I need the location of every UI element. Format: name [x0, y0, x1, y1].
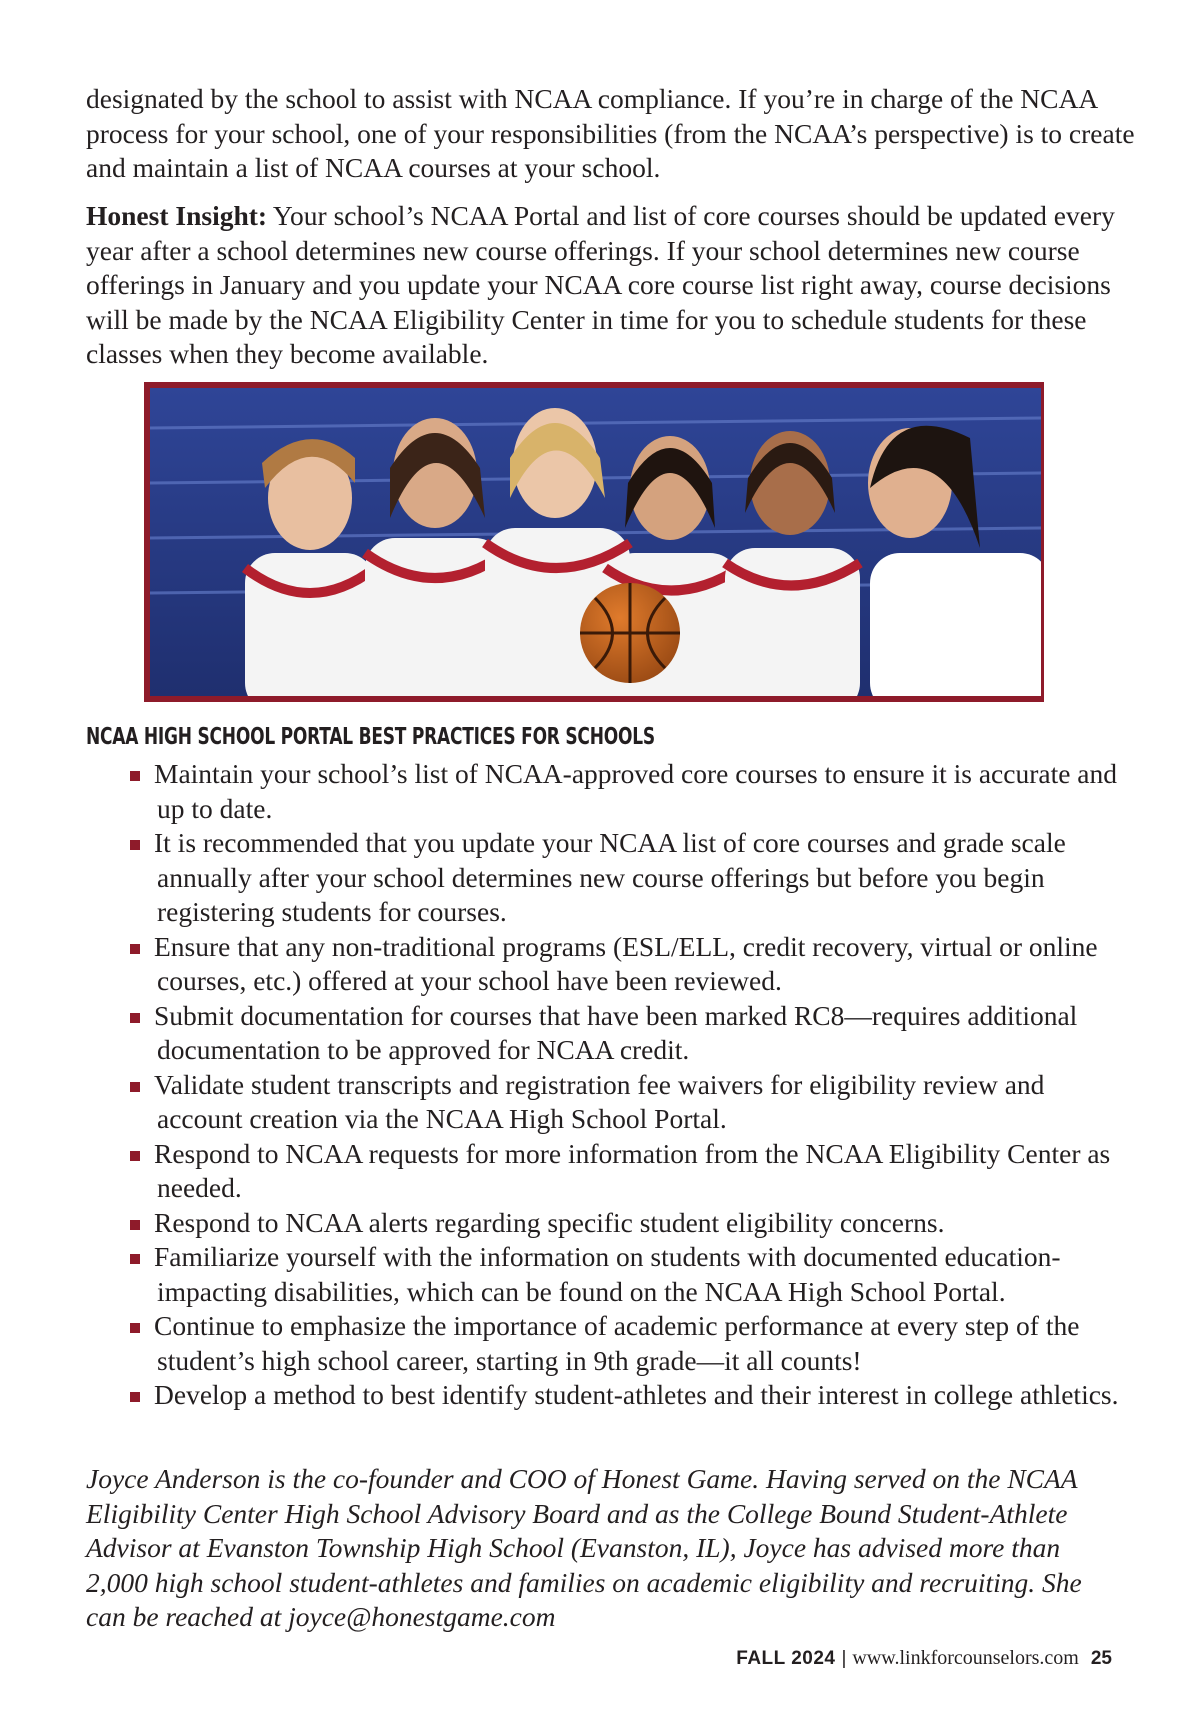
list-item: It is recommended that you update your NCAA list of core courses and grade scale annually after your school determines new course offerings but before you begin registering students for courses.: [130, 826, 1130, 930]
list-item: Respond to NCAA requests for more information from the NCAA Eligibility Center as needed.: [130, 1137, 1130, 1206]
square-bullet-icon: [130, 1013, 140, 1023]
list-item: Develop a method to best identify student-athletes and their interest in college athletics.: [130, 1378, 1130, 1413]
square-bullet-icon: [130, 1323, 140, 1333]
list-item: Continue to emphasize the importance of academic performance at every step of the student’s high school career, starting in 9th grade—it all counts!: [130, 1309, 1130, 1378]
best-practices-heading: NCAA HIGH SCHOOL PORTAL BEST PRACTICES FOR SCHOOLS: [86, 724, 655, 750]
photo-illustration: [150, 388, 1041, 696]
footer-separator: |: [841, 1648, 847, 1669]
square-bullet-icon: [130, 1392, 140, 1402]
honest-insight-paragraph: [86, 199, 1136, 372]
page-footer: [736, 1647, 1112, 1670]
list-item: Respond to NCAA alerts regarding specific student eligibility concerns.: [130, 1206, 1130, 1241]
square-bullet-icon: [130, 1151, 140, 1161]
intro-paragraph: designated by the school to assist with NCAA compliance. If you’re in charge of the NCAA process for your school, one of your responsibilities (from the NCAA’s perspective) is to create and maintain a list of NCAA courses at your school.: [86, 83, 1135, 183]
square-bullet-icon: [130, 1220, 140, 1230]
square-bullet-icon: [130, 840, 140, 850]
list-item: Ensure that any non-traditional programs (ESL/ELL, credit recovery, virtual or online courses, etc.) offered at your school have been reviewed.: [130, 930, 1130, 999]
website-link[interactable]: www.linkforcounselors.com: [852, 1647, 1079, 1669]
square-bullet-icon: [130, 1082, 140, 1092]
list-item: Maintain your school’s list of NCAA-approved core courses to ensure it is accurate and up to date.: [130, 757, 1130, 826]
basketball-team-photo: [144, 382, 1044, 702]
basketball-icon: [580, 583, 680, 683]
best-practices-list: [130, 757, 1130, 1413]
square-bullet-icon: [130, 944, 140, 954]
issue-season: FALL 2024: [736, 1648, 836, 1669]
page-number: 25: [1090, 1648, 1112, 1669]
square-bullet-icon: [130, 771, 140, 781]
list-item: Submit documentation for courses that have been marked RC8—requires additional documentation to be approved for NCAA credit.: [130, 999, 1130, 1068]
list-item: Familiarize yourself with the information on students with documented education-impacting disabilities, which can be found on the NCAA High School Portal.: [130, 1240, 1130, 1309]
honest-insight-text: Your school’s NCAA Portal and list of core courses should be updated every year after a school determines new course offerings. If your school determines new course offerings in January and you update your NCAA core course list right away, course decisions will be made by the NCAA Eligibility Center in time for you to schedule students for these classes when they become available.: [86, 200, 1115, 369]
honest-insight-label: Honest Insight:: [86, 200, 268, 231]
square-bullet-icon: [130, 1254, 140, 1264]
list-item: Validate student transcripts and registration fee waivers for eligibility review and account creation via the NCAA High School Portal.: [130, 1068, 1130, 1137]
author-bio: Joyce Anderson is the co-founder and COO of Honest Game. Having served on the NCAA Eligibility Center High School Advisory Board and as the College Bound Student-Athlete Advisor at Evanston Township High School (Evanston, IL), Joyce has advised more than 2,000 high school student-athletes and families on academic eligibility and recruiting. She can be reached at joyce@honestgame.com: [86, 1463, 1082, 1632]
